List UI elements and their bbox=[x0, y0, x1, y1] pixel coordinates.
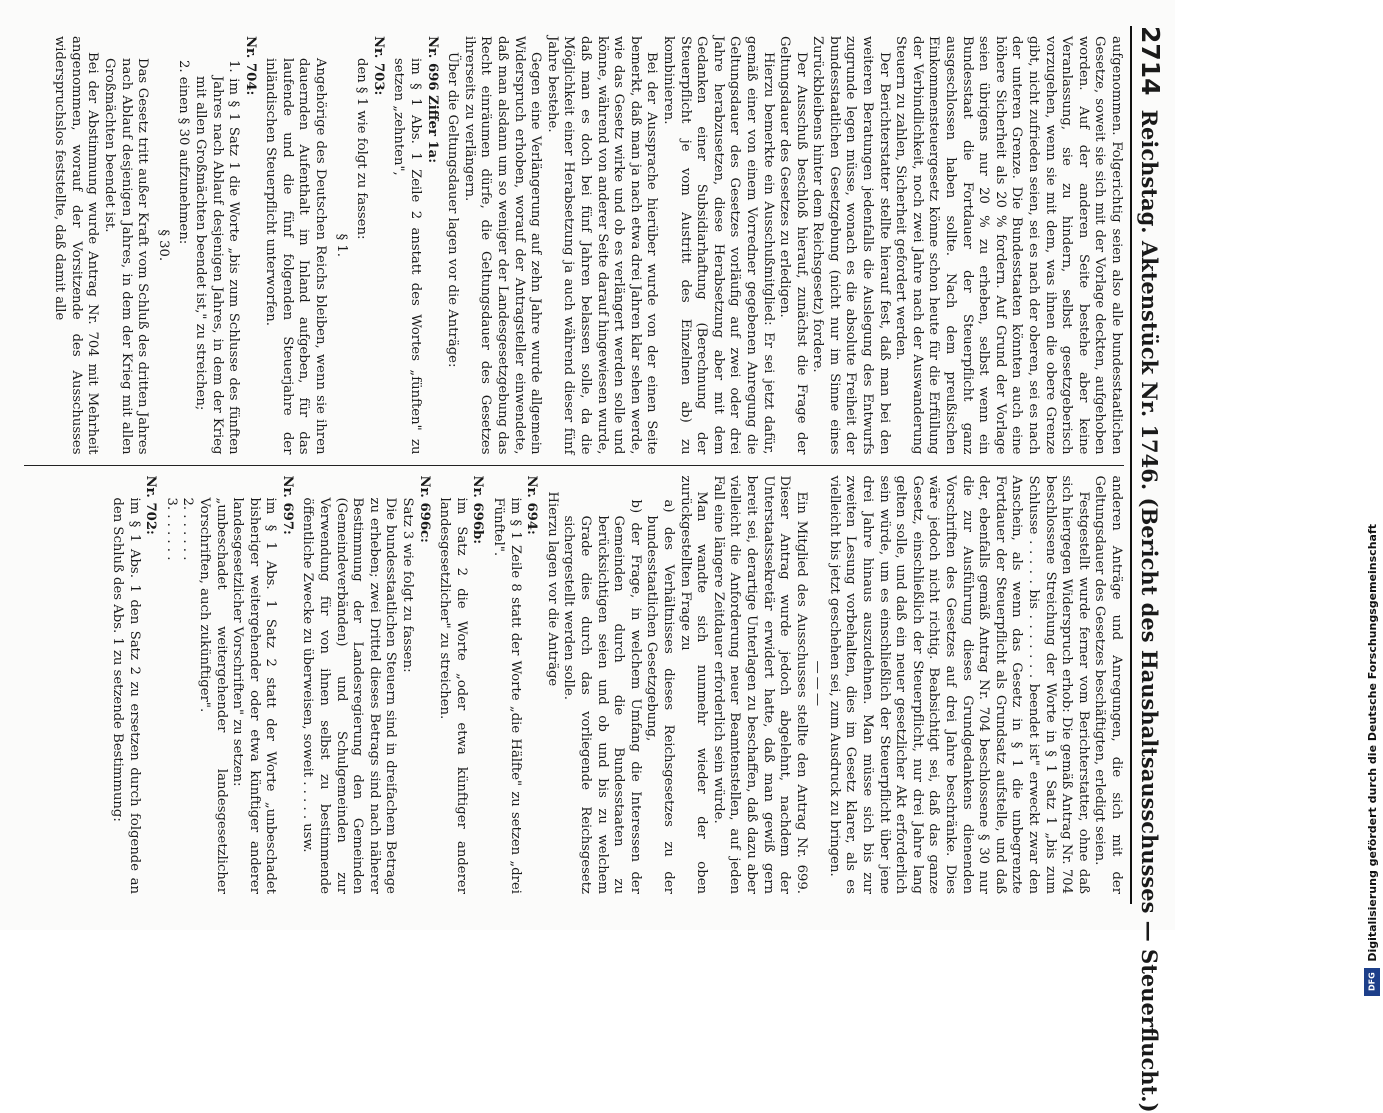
paragraph: Angehörige des Deutschen Reichs bleiben, wenn sie ihren dauernden Aufenthalt im Inland aufgeben, für das laufende und die fünf folgenden Steuerjahre der inländischen Steuerpflicht unterworfen. bbox=[263, 58, 329, 455]
paragraph: im § 1 Zeile 8 statt der Worte „die Hälfte" zu setzen „drei Fünftel". bbox=[491, 497, 523, 894]
paragraph: Man wandte sich nunmehr wieder der oben zurückgestellten Frage zu bbox=[677, 475, 710, 894]
paragraph: Bei der Abstimmung wurde Antrag Nr. 704 mit Mehrheit angenommen, worauf der Vorsitzende des Ausschusses widerspruchslos feststellte, daß damit alle bbox=[52, 36, 101, 455]
paragraph: Gegen eine Verlängerung auf zehn Jahre wurde allgemein Widerspruch erhoben, worauf der Antragsteller einwendete, daß man alsdann um so weniger der Landesgesetzgebung das Recht einräumen dürfe, die Geltungsdauer des Gesetzes ihrerseits zu verlängern. bbox=[461, 36, 544, 455]
paragraph: anderen Anträge und Anregungen, die sich mit der Geltungsdauer des Gesetzes beschäftigten, erledigt seien. bbox=[1092, 475, 1124, 894]
paragraph: im § 1 Abs. 1 Zeile 2 anstatt des Wortes „fünften" zu setzen „zehnten", bbox=[391, 58, 424, 455]
motion-number: Nr. 694: bbox=[524, 475, 540, 535]
page-title: Reichstag. Aktenstück Nr. 1746. (Bericht des Haushaltsausschusses — Steuerflucht.) bbox=[1137, 109, 1162, 1113]
left-column bbox=[24, 26, 1124, 465]
digitization-credit bbox=[1361, 0, 1383, 1000]
paragraph: Festgestellt wurde ferner vom Berichterstatter, ohne daß sich hiergegen Widerspruch erhob: Die gemäß Antrag Nr. 704 beschlossene Streichung der Worte in § 1 Satz 1 „bis zum Schlusse . . . . . bis . . . . . . . beendet ist" erweckt zwar den Anschein, als wenn das Gesetz in § 1 die unbegrenzte Fortdauer der Steuerpflicht als Grundsatz aufstelle, und daß der, ebenfalls gemäß Antrag Nr. 704 beschlossene § 30 nur die zur Ausführung dieses Grundgedankens dienenden Vorschriften des Gesetzes auf drei Jahre beschränke. Dies wäre jedoch nicht richtig. Beabsichtigt sei, daß das ganze Gesetz, einschließlich der Steuerpflicht, nur drei Jahre lang gelten solle, und daß ein neuer gesetzlicher Akt erforderlich sein würde, um es einschließlich der Steuerpflicht über jene drei Jahre hinaus auszudehnen. Man müsse sich bis zur zweiten Lesung vorbehalten, dies im Gesetz klarer, als es vielleicht bis jetzt geschehen sei, zum Ausdruck zu bringen. bbox=[826, 475, 1091, 894]
paragraph: Hierzu bemerkte ein Ausschußmitglied: Er sei jetzt dafür, gemäß einer von einem Vorredner gegebenen Anregung die Geltungsdauer des Gesetzes vorläufig auf zwei oder drei Jahre herabzusetzen, diese Herabsetzung aber mit dem Gedanken einer Subsidiarhaftung (Berechnung der Steuerpflicht je vom Austritt des Einzelnen ab) zu kombinieren. bbox=[660, 36, 776, 455]
section-heading: § 1. bbox=[333, 233, 349, 257]
paragraph: 3. . . . . . . bbox=[163, 497, 179, 561]
paragraph: b) der Frage, in welchem Umfang die Interessen der Gemeinden durch die Bundesstaaten zu berücksichtigen seien und ob und bis zu welchem Grade dies durch das vorliegende Reichsgesetz sichergestellt werden solle. bbox=[561, 499, 643, 894]
paragraph: Der Ausschuß beschloß hierauf, zunächst die Frage der Geltungsdauer des Gesetzes zu erledigen. bbox=[777, 36, 809, 455]
motion-number: Nr. 696 Ziffer 1a: bbox=[424, 36, 440, 164]
paragraph: „unbeschadet weitergehender landesgesetzlicher Vorschriften, auch zukünftiger". bbox=[196, 497, 229, 894]
paragraph: Ein Mitglied des Ausschusses stellte den Antrag Nr. 699. Dieser Antrag wurde jedoch abgelehnt, nachdem der Unterstaatssekretär erwidert hatte, daß man gewiß gern bereit sei, derartige Unterlagen zu beschaffen, daß dazu aber vielleicht die Anforderung neuer Beamtenstellen, auf jeden Fall eine längere Zeitdauer erforderlich sein würde. bbox=[710, 475, 809, 894]
paragraph: Die bundesstaatlichen Steuern sind in dreifachem Betrage zu erheben; zwei Drittel dieses Betrags sind nach näherer Bestimmung der Landesregierung den Gemeinden (Gemeindeverbänden) und Schulgemeinden zur Verwendung für von ihnen selbst zu bestimmende öffentliche Zwecke zu überweisen, soweit . . . . . usw. bbox=[300, 497, 399, 894]
page-header bbox=[1130, 26, 1165, 1113]
motion-number: Nr. 697: bbox=[279, 475, 295, 535]
right-column bbox=[24, 465, 1124, 905]
credit-text: Digitalisierung gefördert durch die Deutsche Forschungsgemeinschaft bbox=[1365, 524, 1379, 962]
paragraph: 1. im § 1 Satz 1 die Worte „bis zum Schlusse des fünften Jahres nach Ablauf desjenigen Jahres, in dem der Krieg mit allen Großmächten beendet ist," zu streichen; bbox=[192, 60, 242, 455]
paragraph: im § 1 Abs. 1 Satz 2 statt der Worte „unbeschadet bisheriger weitergehender oder etwa künftiger anderer landesgesetzlicher Vorschriften" zu setzen: bbox=[230, 497, 279, 894]
motion-number: Nr. 704: bbox=[242, 36, 258, 96]
page-number: 2714 bbox=[1136, 26, 1165, 96]
paragraph: Bei der Aussprache hierüber wurde von der einen Seite bemerkt, daß man ja nach etwa drei Jahren klar sehen werde, wie das Gesetz wirke und ob es verlängert werden solle und könne, während von anderer Seite darauf hingewiesen wurde, daß man es doch bei fünf Jahren belassen solle, da die Möglichkeit einer Herabsetzung ja auch während dieser fünf Jahre bestehe. bbox=[544, 36, 660, 455]
text-columns bbox=[24, 26, 1124, 904]
motion-number: Nr. 703: bbox=[370, 36, 386, 96]
paragraph: im § 1 Abs. 1 den Satz 2 zu ersetzen durch folgende an den Schluß des Abs. 1 zu setzende Bestimmung: bbox=[109, 497, 142, 894]
motion-number: Nr. 696c: bbox=[416, 475, 432, 543]
paragraph: Satz 3 wie folgt zu fassen: bbox=[400, 497, 416, 673]
section-heading: § 30. bbox=[155, 229, 171, 262]
paragraph: Hierzu lagen vor die Anträge bbox=[544, 491, 560, 687]
paragraph: den § 1 wie folgt zu fassen: bbox=[354, 58, 370, 240]
paragraph: im Satz 2 die Worte „oder etwa künftiger anderer landesgesetzlicher" zu streichen. bbox=[437, 497, 469, 894]
paragraph: Der Berichterstatter stellte hierauf fest, daß man bei den weiteren Beratungen jedenfalls die Auslegung des Entwurfs zugrunde legen müsse, wonach es die absolute Freiheit der bundesstaatlichen Gesetzgebung (nicht nur im Sinne eines Zurückbleibens hinter dem Reichsgesetz) fordere. bbox=[810, 36, 892, 455]
paragraph: aufgenommen. Folgerichtig seien also alle bundesstaatlichen Gesetze, soweit sie sich mit der Vorlage deckten, aufgehoben worden. Auf der anderen Seite bestehe aber keine Veranlassung, sie zu hindern, selbst gesetzgeberisch vorzugehen, wenn sie mit dem, was ihnen die obere Grenze gibt, nicht zufrieden seien, sei es nach der oberen, sei es nach der unteren Grenze. Die Bundesstaaten könnten auch eine höhere Sicherheit als 20 % fordern. Auf Grund der Vorlage seien übrigens nur 20 % zu erheben, selbst wenn ein Bundesstaat die Fortdauer der Steuerpflicht ganz ausgeschlossen haben sollte. Nach dem preußischen Einkommensteuergesetz könne schon heute für die Erfüllung der Verbindlichkeit, noch zwei Jahre nach der Auswanderung Steuern zu zahlen, Sicherheit gefordert werden. bbox=[893, 36, 1124, 455]
paragraph: Das Gesetz tritt außer Kraft vom Schluß des dritten Jahres nach Ablauf desjenigen Jahres, in dem der Krieg mit allen Großmächten beendet ist. bbox=[101, 58, 151, 455]
motion-number: Nr. 696b: bbox=[470, 475, 486, 545]
paragraph: a) des Verhältnisses dieses Reichsgesetzes zu der bundesstaatlichen Gesetzgebung, bbox=[644, 499, 676, 894]
paragraph: 2. einen § 30 aufzunehmen: bbox=[176, 60, 192, 245]
dfg-logo: DFG bbox=[1364, 968, 1380, 996]
motion-number: Nr. 702: bbox=[143, 475, 159, 535]
paragraph: 2. . . . . . . bbox=[180, 497, 196, 561]
separator: ——— bbox=[810, 660, 826, 710]
paragraph: Über die Geltungsdauer lagen vor die Anträge: bbox=[445, 52, 461, 368]
